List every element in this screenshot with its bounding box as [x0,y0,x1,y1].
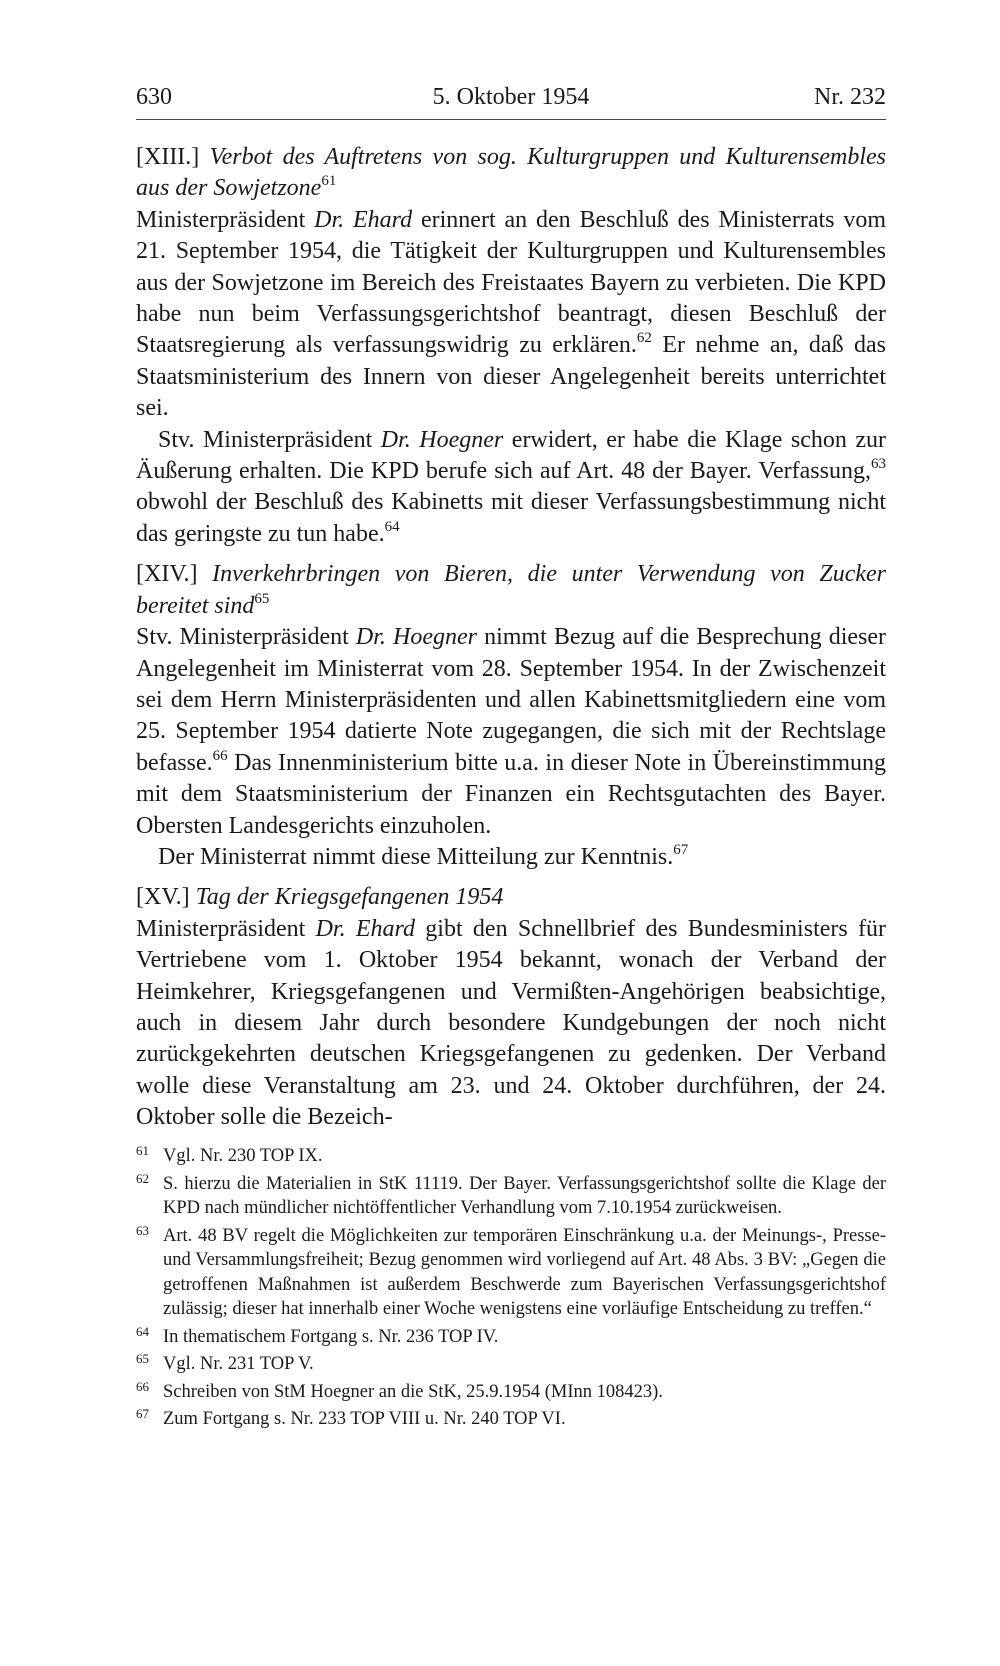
paragraph [136,842,886,873]
footnote-text: Vgl. Nr. 230 TOP IX. [163,1146,323,1166]
footnote-ref: 65 [254,590,270,607]
document-number: Nr. 232 [814,84,886,110]
text-run: Das Innenministerium bitte u.a. in dieser Note in Übereinstimmung mit dem Staatsministerium der Finanzen ein Rechtsgutachten des Bayer. Obersten Landesgerichts einzuholen. [136,749,886,839]
footnote-text: Schreiben von StM Hoegner an die StK, 25.9.1954 (MInn 108423). [163,1381,663,1402]
paragraph [136,425,886,551]
footnote-number: 66 [136,1378,149,1394]
paragraph [136,914,886,1134]
footnote-text: S. hierzu die Materialien in StK 11119. Der Bayer. Verfassungsgerichtshof sollte die Klage der KPD nach mündlicher nichtöffentlicher Verhandlung vom 7.10.1954 zurückweisen. [163,1173,886,1218]
running-header [136,82,886,120]
footnote [136,1325,886,1350]
footnote [136,1172,886,1221]
text-run: obwohl der Beschluß des Kabinetts mit dieser Verfassungsbestimmung nicht das geringste zu tun habe. [136,489,886,547]
agenda-number: [XIV.] [136,561,198,588]
person-name: Dr. Ehard [314,206,413,233]
text-run: erwidert, er habe die Klage schon zur Äußerung erhalten. Die KPD berufe sich auf Art. 48 der Bayer. Verfassung, [136,426,886,485]
footnote-text: Vgl. Nr. 231 TOP V. [163,1354,314,1374]
agenda-item [136,559,886,873]
text-run: erinnert an den Beschluß des Ministerrats vom 21. September 1954, die Tätigkeit der Kulturgruppen und Kulturensembles aus der Sowjetzone im Bereich des Freistaates Bayern zu verbieten. Die KPD habe nun beim Verfassungsgerichtshof beantragt, diesen Beschluß der Staatsregierung als verfassungswidrig zu erklären. [136,206,886,359]
footnote [136,1144,886,1169]
page-number: 630 [136,84,172,110]
paragraph [136,205,886,425]
agenda-title: Inverkehrbringen von Bieren, die unter Verwendung von Zucker bereitet sind [136,561,886,619]
main-text [136,142,886,1134]
footnote-ref: 62 [636,330,652,347]
person-name: Dr. Hoegner [380,426,504,453]
agenda-item [136,882,886,1133]
text-run: nimmt Bezug auf die Besprechung dieser Angelegenheit im Ministerrat vom 28. September 1954. In der Zwischenzeit sei dem Herrn Ministerpräsidenten und allen Kabinettsmitgliedern eine vom 25. September 1954 datierte Note zugegangen, die sich mit der Rechtslage befasse. [136,624,886,776]
agenda-number: [XV.] [136,884,190,911]
footnote-ref: 63 [871,456,886,473]
footnote-number: 61 [136,1143,149,1158]
agenda-title: Verbot des Auftretens von sog. Kulturgruppen und Kulturensembles aus der Sowjetzone [136,144,887,202]
footnotes [136,1144,886,1435]
footnote-number: 67 [136,1406,149,1421]
footnote-ref: 64 [384,518,400,535]
header-date: 5. Oktober 1954 [432,84,590,110]
agenda-heading [136,559,886,622]
text-run: Ministerpräsident [136,206,315,233]
footnote [136,1352,886,1377]
footnote-text: Zum Fortgang s. Nr. 233 TOP VIII u. Nr. 240 TOP VI. [163,1409,566,1429]
text-run: Stv. Ministerpräsident [158,426,381,453]
footnote-ref: 66 [212,747,228,764]
header-rule [136,119,886,120]
agenda-title: Tag der Kriegsgefangenen 1954 [195,884,504,911]
paragraph [136,622,886,842]
footnote-number: 63 [136,1222,149,1238]
footnote [136,1224,886,1322]
agenda-heading [136,882,886,913]
footnote-text: Art. 48 BV regelt die Möglichkeiten zur temporären Einschränkung u.a. der Meinungs-, Presse- und Versammlungsfreiheit; Bezug genommen wird vorliegend auf Art. 48 Abs. 3 BV: „Gegen die getroffenen Maßnahmen ist außerdem Beschwerde zum Bayerischen Verfassungsgerichtshof zulässig; dieser hat innerhalb einer Woche wenigstens eine vorläufige Entscheidung zu treffen.“ [163,1225,886,1319]
agenda-number: [XIII.] [136,144,200,170]
person-name: Dr. Ehard [315,915,416,942]
agenda-item [136,142,886,550]
text-run: Der Ministerrat nimmt diese Mitteilung zur Kenntnis. [158,843,674,870]
footnote [136,1407,886,1432]
footnote-text: In thematischem Fortgang s. Nr. 236 TOP IV. [163,1326,499,1347]
text-run: Er nehme an, daß das Staatsministerium des Innern von dieser Angelegenheit bereits unterrichtet sei. [136,332,886,422]
footnote-ref: 67 [673,841,689,858]
footnote-number: 64 [136,1323,149,1339]
text-run: Ministerpräsident [136,915,316,942]
agenda-heading [136,142,886,205]
person-name: Dr. Hoegner [355,624,477,651]
text-run: gibt den Schnellbrief des Bundesministers für Vertriebene vom 1. Oktober 1954 bekannt, wonach der Verband der Heimkehrer, Kriegsgefangenen und Vermißten-Angehörigen beabsichtige, auch in diesem Jahr durch besondere Kundgebungen der noch nicht zurückgekehrten deutschen Kriegsgefangenen zu gedenken. Der Verband wolle diese Veranstaltung am 23. und 24. Oktober durchführen, der 24. Oktober solle die Bezeich- [136,915,886,1131]
footnote-number: 65 [136,1351,149,1366]
text-run: Stv. Ministerpräsident [136,624,356,651]
footnote-number: 62 [136,1170,149,1186]
footnote-ref: 61 [321,173,337,190]
footnote [136,1380,886,1405]
